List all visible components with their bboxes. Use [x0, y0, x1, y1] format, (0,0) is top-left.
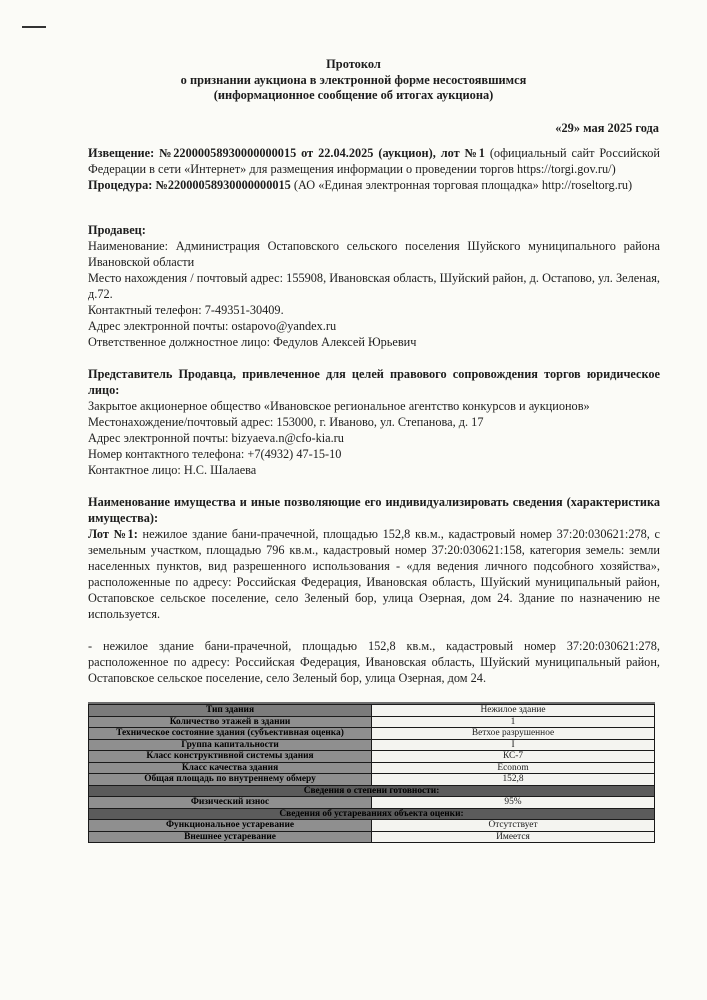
row-label: Класс качества здания [89, 762, 372, 774]
procedure-label: Процедура: №22000058930000000015 [88, 178, 291, 192]
representative-phone: Номер контактного телефона: +7(4932) 47-15-10 [88, 447, 342, 461]
section-readiness: Сведения о степени готовности: [89, 785, 655, 797]
procedure-text: (АО «Единая электронная торговая площадка» http://roseltorg.ru) [290, 178, 633, 192]
row-value: Ветхое разрушенное [372, 728, 655, 740]
lot-paragraph [88, 526, 660, 622]
seller-phone: Контактный телефон: 7-49351-30409. [88, 303, 284, 317]
title-line-3: (информационное сообщение об итогах аукциона) [213, 88, 494, 102]
property-item: - нежилое здание бани-прачечной, площадью 152,8 кв.м., кадастровый номер 37:20:030621:278, расположенное по адресу: Российская Федерация, Ивановская область, Шуйский муниципальный район, Остаповское сельское поселение, село Зеленый бор, улица Озерная, дом 24. [88, 639, 660, 685]
table-row [89, 762, 655, 774]
building-characteristics-table [88, 702, 655, 843]
row-value: 1 [372, 716, 655, 728]
notice-paragraph [88, 145, 660, 177]
title-line-1: Протокол [326, 57, 381, 71]
representative-heading: Представитель Продавца, привлеченное для целей правового сопровождения торгов юридическое лицо: [88, 367, 660, 397]
representative-address: Местонахождение/почтовый адрес: 153000, г. Иваново, ул. Степанова, д. 17 [88, 415, 484, 429]
row-value: Отсутствует [372, 820, 655, 832]
procedure-paragraph [88, 177, 660, 193]
table-row [89, 820, 655, 832]
row-label: Общая площадь по внутреннему обмеру [89, 774, 372, 786]
row-label: Группа капитальности [89, 739, 372, 751]
row-label: Количество этажей в здании [89, 716, 372, 728]
row-value: 95% [372, 797, 655, 809]
table-row [89, 705, 655, 717]
table-section-header [89, 808, 655, 820]
representative-contact: Контактное лицо: Н.С. Шалаева [88, 463, 257, 477]
property-heading: Наименование имущества и иные позволяющие его индивидуализировать сведения (характеристика имущества): [88, 495, 660, 525]
scan-corner-mark [22, 26, 46, 28]
row-value: I [372, 739, 655, 751]
table-row [89, 716, 655, 728]
row-label: Класс конструктивной системы здания [89, 751, 372, 763]
seller-email: Адрес электронной почты: ostapovo@yandex.ru [88, 319, 337, 333]
notice-label: Извещение: №22000058930000000015 от 22.04.2025 (аукцион), лот №1 [88, 146, 485, 160]
document-title [0, 57, 707, 104]
row-label: Техническое состояние здания (субъективная оценка) [89, 728, 372, 740]
table-row [89, 728, 655, 740]
row-value: Нежилое здание [372, 705, 655, 717]
notice-text: (официальный сайт Российской Федерации в сети «Интернет» для размещения информации о проведении торгов https://torgi.gov.ru/) [88, 146, 660, 176]
seller-address: Место нахождения / почтовый адрес: 155908, Ивановская область, Шуйский район, д. Остапово, ул. Зеленая, д.72. [88, 271, 660, 301]
row-label: Внешнее устаревание [89, 831, 372, 843]
lot-text: нежилое здание бани-прачечной, площадью 152,8 кв.м., кадастровый номер 37:20:030621:278, с земельным участком, площадью 796 кв.м., кадастровый номер 37:20:030621:158, категория земель: земли населенных пунктов, вид разрешенного использования - «для ведения личного подсобного хозяйства», расположенные по адресу: Российская Федерация, Ивановская область, Шуйский муниципальный район, Остаповское сельское поселение, село Зеленый бор, улица Озерная, дом 24. Здание по назначению не используется. [88, 527, 660, 621]
table-row [89, 831, 655, 843]
document-date: «29» мая 2025 года [555, 121, 659, 135]
row-label: Физический износ [89, 797, 372, 809]
table-row [89, 751, 655, 763]
document-body [88, 145, 660, 686]
title-line-2: о признании аукциона в электронной форме несостоявшимся [180, 72, 527, 87]
table-row [89, 739, 655, 751]
representative-name: Закрытое акционерное общество «Ивановское региональное агентство конкурсов и аукционов» [88, 399, 590, 413]
table-row [89, 774, 655, 786]
seller-official: Ответственное должностное лицо: Федулов Алексей Юрьевич [88, 335, 417, 349]
lot-label: Лот №1: [88, 527, 138, 541]
row-value: 152,8 [372, 774, 655, 786]
row-value: Имеется [372, 831, 655, 843]
section-obsolescence: Сведения об устареваниях объекта оценки: [89, 808, 655, 820]
seller-heading: Продавец: [88, 223, 146, 237]
row-value: КС-7 [372, 751, 655, 763]
row-label: Функциональное устаревание [89, 820, 372, 832]
seller-name: Наименование: Администрация Остаповского сельского поселения Шуйского муниципального района Ивановской области [88, 239, 660, 269]
table-row [89, 797, 655, 809]
representative-email: Адрес электронной почты: bizyaeva.n@cfo-kia.ru [88, 431, 344, 445]
row-label: Тип здания [89, 705, 372, 717]
row-value: Econom [372, 762, 655, 774]
table-section-header [89, 785, 655, 797]
